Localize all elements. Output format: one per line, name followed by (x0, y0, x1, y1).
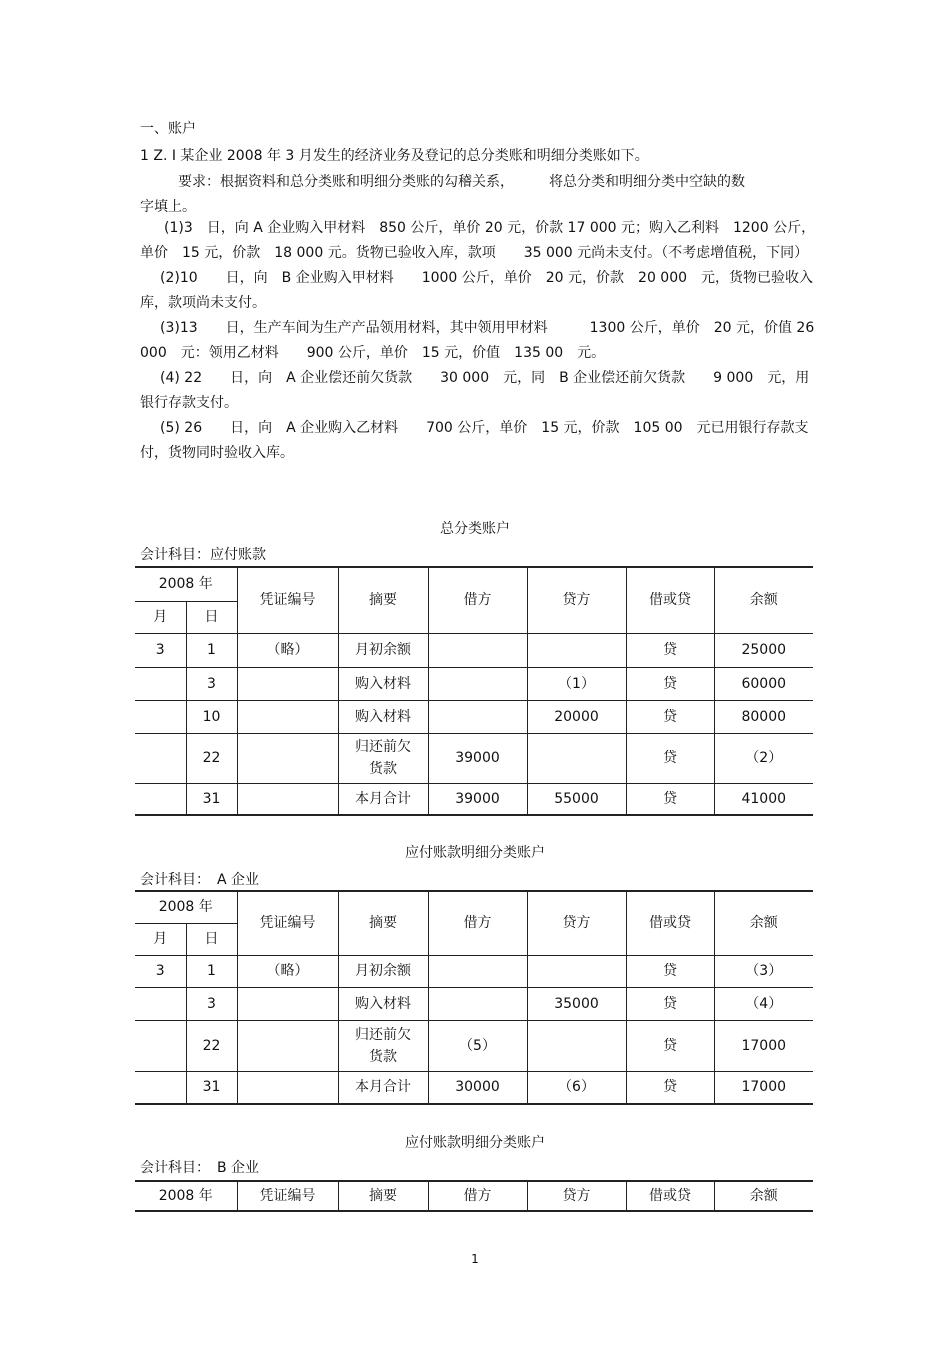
cell-debit: 39000 (428, 733, 527, 783)
cell-balance: 17000 (714, 1071, 813, 1104)
cell-voucher: （略） (237, 633, 338, 667)
header-credit: 贷方 (527, 1181, 626, 1211)
header-month: 月 (135, 601, 186, 633)
requirement-line-2: 字填上。 (140, 199, 196, 215)
table-row (135, 955, 813, 987)
cell-summary: 归还前欠货款 (338, 1020, 428, 1071)
cell-month (135, 733, 186, 783)
cell-day: 22 (186, 733, 237, 783)
transaction-1: (1)3 日，向 A 企业购入甲材料 850 公斤，单价 20 元，价款 17 000 元；购入乙利料 1200 公斤，单价 15 元，价款 18 000 元。货物已验收入库，款项 35 000 元尚未支付。（不考虑增值税，下同） (140, 220, 816, 261)
cell-voucher (237, 667, 338, 700)
cell-month (135, 1020, 186, 1071)
ledger1-title: 总分类账户 (440, 521, 510, 537)
header-dc: 借或贷 (626, 891, 714, 955)
cell-credit (527, 733, 626, 783)
cell-debit (428, 987, 527, 1020)
cell-balance: 60000 (714, 667, 813, 700)
transaction-items (140, 216, 820, 466)
transaction-5: (5) 26 日，向 A 企业购入乙材料 700 公斤，单价 15 元，价款 105 00 元已用银行存款支付，货物同时验收入库。 (140, 420, 809, 461)
table-row (135, 733, 813, 783)
cell-day: 31 (186, 783, 237, 815)
cell-month: 3 (135, 633, 186, 667)
cell-day: 1 (186, 955, 237, 987)
cell-debit (428, 667, 527, 700)
cell-credit: 55000 (527, 783, 626, 815)
section-title: 一、账户 (140, 121, 196, 137)
cell-month (135, 987, 186, 1020)
cell-dc: 贷 (626, 667, 714, 700)
cell-month (135, 783, 186, 815)
cell-dc: 贷 (626, 733, 714, 783)
cell-voucher (237, 733, 338, 783)
cell-debit (428, 955, 527, 987)
cell-credit (527, 1020, 626, 1071)
cell-debit: 39000 (428, 783, 527, 815)
cell-balance: 17000 (714, 1020, 813, 1071)
cell-credit (527, 633, 626, 667)
cell-day: 3 (186, 987, 237, 1020)
header-voucher: 凭证编号 (237, 1181, 338, 1211)
ledger3-title: 应付账款明细分类账户 (405, 1135, 545, 1151)
cell-day: 31 (186, 1071, 237, 1104)
cell-voucher (237, 987, 338, 1020)
header-year: 2008 年 (135, 567, 237, 601)
cell-month (135, 667, 186, 700)
header-dc: 借或贷 (626, 1181, 714, 1211)
ledger1-subject: 会计科目：应付账款 (140, 547, 266, 563)
cell-balance: 25000 (714, 633, 813, 667)
cell-debit: （5） (428, 1020, 527, 1071)
header-day: 日 (186, 923, 237, 955)
cell-debit (428, 700, 527, 733)
header-year: 2008 年 (135, 891, 237, 923)
table-row (135, 987, 813, 1020)
table-row (135, 700, 813, 733)
table-row (135, 633, 813, 667)
ledger3-subject: 会计科目： B 企业 (140, 1160, 260, 1176)
cell-balance: （2） (714, 733, 813, 783)
page-number: 1 (471, 1252, 479, 1266)
header-balance: 余额 (714, 1181, 813, 1211)
cell-balance: 80000 (714, 700, 813, 733)
cell-credit: 35000 (527, 987, 626, 1020)
header-summary: 摘要 (338, 567, 428, 633)
table-row (135, 1071, 813, 1104)
header-debit: 借方 (428, 1181, 527, 1211)
cell-summary: 月初余额 (338, 633, 428, 667)
cell-summary: 购入材料 (338, 987, 428, 1020)
header-balance: 余额 (714, 891, 813, 955)
header-debit: 借方 (428, 891, 527, 955)
cell-dc: 贷 (626, 700, 714, 733)
header-balance: 余额 (714, 567, 813, 633)
cell-voucher (237, 783, 338, 815)
cell-summary: 购入材料 (338, 700, 428, 733)
cell-dc: 贷 (626, 783, 714, 815)
cell-credit: （1） (527, 667, 626, 700)
question-title: 1 Z. I 某企业 2008 年 3 月发生的经济业务及登记的总分类账和明细分类账如下。 (140, 148, 649, 164)
header-year: 2008 年 (135, 1181, 237, 1211)
cell-balance: （3） (714, 955, 813, 987)
header-debit: 借方 (428, 567, 527, 633)
cell-dc: 贷 (626, 1071, 714, 1104)
cell-credit: 20000 (527, 700, 626, 733)
requirement-line-1: 要求：根据资料和总分类账和明细分类账的勾稽关系， 将总分类和明细分类中空缺的数 (178, 174, 745, 190)
cell-dc: 贷 (626, 987, 714, 1020)
ledger2-title: 应付账款明细分类账户 (405, 845, 545, 861)
ledger3-table (135, 1180, 813, 1212)
cell-voucher (237, 1020, 338, 1071)
header-credit: 贷方 (527, 891, 626, 955)
cell-day: 3 (186, 667, 237, 700)
transaction-4: (4) 22 日，向 A 企业偿还前欠货款 30 000 元，同 B 企业偿还前欠货款 9 000 元，用银行存款支付。 (140, 370, 810, 411)
cell-month (135, 700, 186, 733)
header-summary: 摘要 (338, 891, 428, 955)
header-voucher: 凭证编号 (237, 567, 338, 633)
cell-day: 22 (186, 1020, 237, 1071)
cell-balance: 41000 (714, 783, 813, 815)
cell-summary: 购入材料 (338, 667, 428, 700)
cell-dc: 贷 (626, 1020, 714, 1071)
header-summary: 摘要 (338, 1181, 428, 1211)
cell-credit (527, 955, 626, 987)
cell-debit: 30000 (428, 1071, 527, 1104)
cell-credit: （6） (527, 1071, 626, 1104)
table-row (135, 783, 813, 815)
cell-voucher (237, 700, 338, 733)
cell-month (135, 1071, 186, 1104)
cell-dc: 贷 (626, 633, 714, 667)
ledger2-subject: 会计科目： A 企业 (140, 872, 260, 888)
header-credit: 贷方 (527, 567, 626, 633)
cell-month: 3 (135, 955, 186, 987)
cell-debit (428, 633, 527, 667)
cell-day: 10 (186, 700, 237, 733)
cell-summary: 本月合计 (338, 1071, 428, 1104)
cell-summary: 月初余额 (338, 955, 428, 987)
cell-summary: 归还前欠货款 (338, 733, 428, 783)
cell-voucher (237, 1071, 338, 1104)
cell-balance: （4） (714, 987, 813, 1020)
transaction-3: (3)13 日，生产车间为生产产品领用材料，其中领用甲材料 1300 公斤，单价 20 元，价值 26 000 元：领用乙材料 900 公斤，单价 15 元，价值 135 00 元。 (140, 320, 815, 361)
header-day: 日 (186, 601, 237, 633)
header-dc: 借或贷 (626, 567, 714, 633)
header-month: 月 (135, 923, 186, 955)
table-row (135, 667, 813, 700)
cell-dc: 贷 (626, 955, 714, 987)
cell-voucher: （略） (237, 955, 338, 987)
table-row (135, 1020, 813, 1071)
cell-summary: 本月合计 (338, 783, 428, 815)
ledger1-table (135, 566, 813, 816)
cell-day: 1 (186, 633, 237, 667)
transaction-2: (2)10 日，向 B 企业购入甲材料 1000 公斤，单价 20 元，价款 20 000 元，货物已验收入库，款项尚未支付。 (140, 270, 814, 311)
ledger2-table (135, 890, 813, 1105)
header-voucher: 凭证编号 (237, 891, 338, 955)
